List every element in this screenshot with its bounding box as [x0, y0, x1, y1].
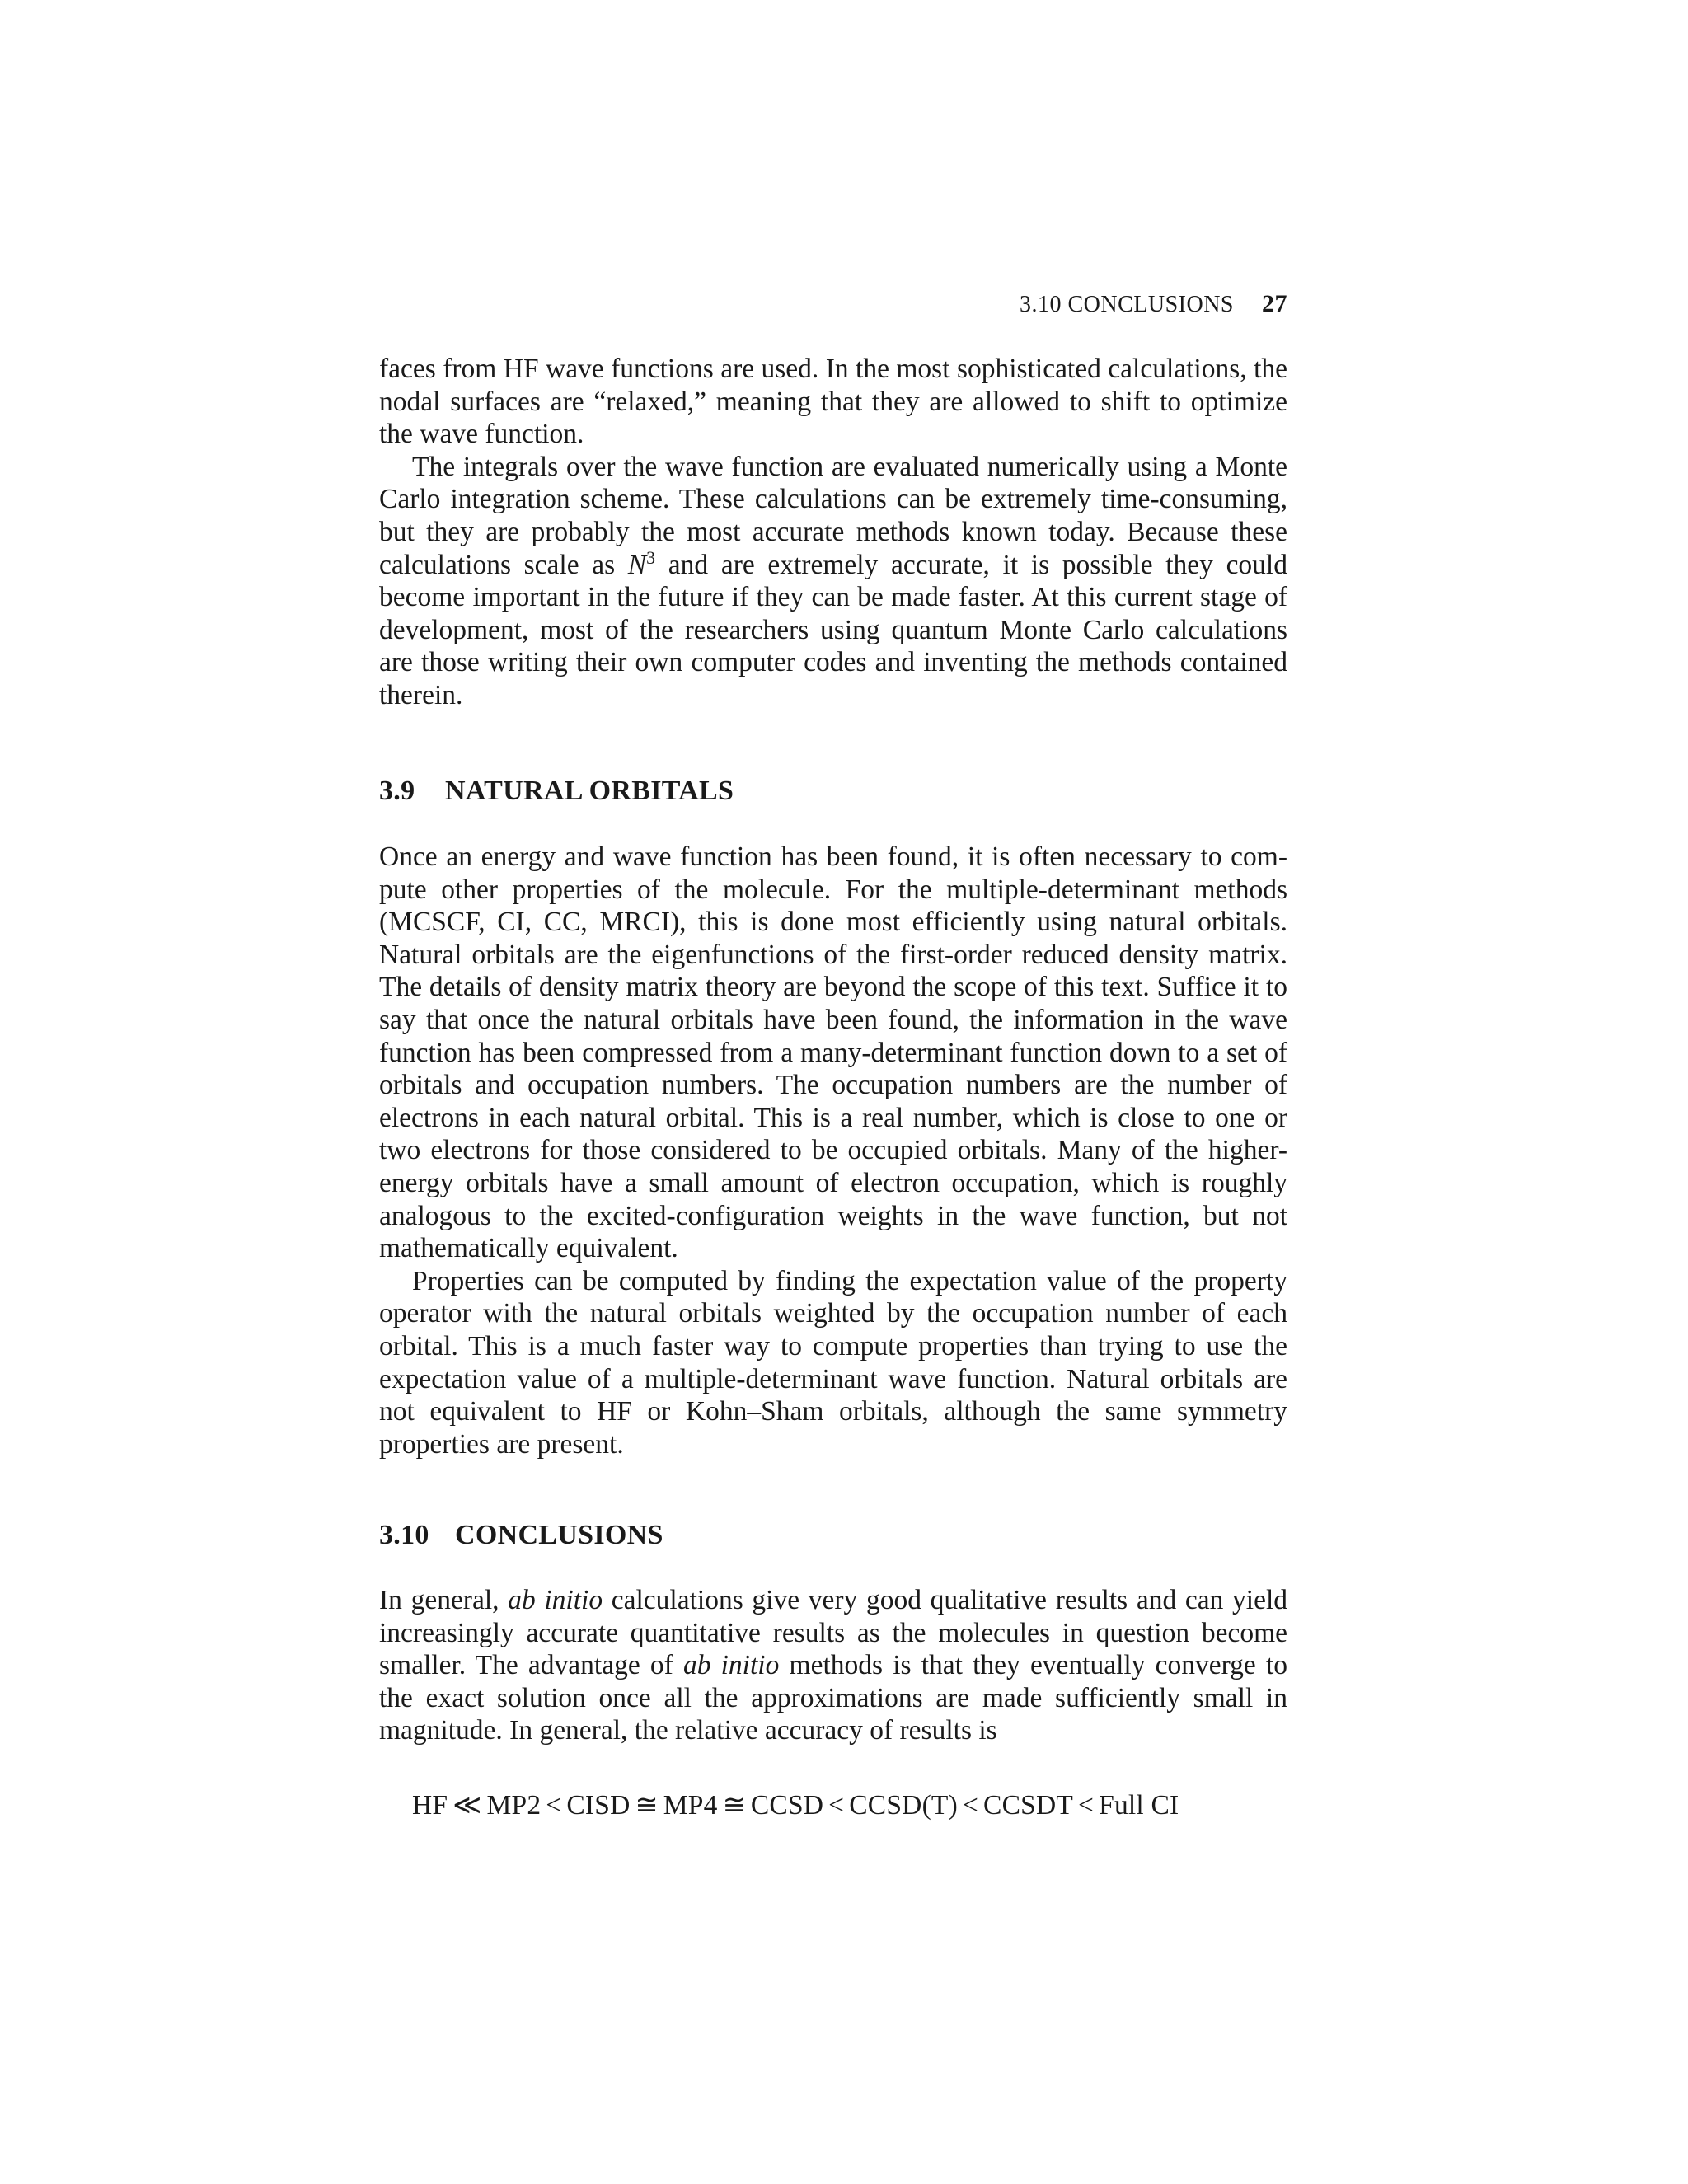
section-3-9 — [379, 775, 1287, 808]
eq-term: CCSD — [750, 1790, 824, 1821]
eq-term: HF — [412, 1790, 448, 1821]
running-head-title: 3.10 CONCLUSIONS — [1019, 292, 1234, 317]
eq-operator: < — [546, 1790, 562, 1821]
eq-term: MP4 — [663, 1790, 718, 1821]
section-heading — [379, 775, 1287, 808]
eq-operator: ≅ — [635, 1790, 659, 1821]
paragraph: Properties can be computed by finding the expectation value of the property operator with the natural orbitals weighted by the occupation number of each orbital. This is a much faster way to compute properties than trying to use the expectation value of a multiple-determinant wave function. Natural orbitals are not equivalent to HF or Kohn–Sham orbitals, although the same symmetry properties are present. — [379, 1265, 1287, 1460]
paragraph-conclusions: In general, ab initio calculations give very good qualitative results and can yield increasingly accurate quantitative results as the molecules in question become smaller. The advantage of ab initio methods is that they eventually converge to the exact solution once all the approximations are made sufficiently small in magnitude. In general, the relative accuracy of results is — [379, 1585, 1288, 1746]
paragraph: faces from HF wave functions are used. In the most sophisticated calculations, the nodal surfaces are “relaxed,” meaning that they are allowed to shift to optimize the wave function. — [379, 354, 1287, 450]
eq-term: CCSD(T) — [849, 1790, 958, 1821]
variable-n: N — [627, 549, 647, 580]
section-title: CONCLUSIONS — [455, 1520, 663, 1550]
section-heading — [379, 1519, 1287, 1552]
section-3-10-body — [379, 1584, 1287, 1747]
eq-operator: ≪ — [452, 1790, 482, 1821]
eq-operator: < — [1078, 1790, 1095, 1821]
eq-operator: < — [828, 1790, 845, 1821]
eq-operator: ≅ — [722, 1790, 746, 1821]
eq-term: MP2 — [486, 1790, 542, 1821]
eq-operator: < — [962, 1790, 979, 1821]
eq-term: CISD — [566, 1790, 631, 1821]
running-head — [973, 290, 1287, 318]
section-number: 3.9 — [379, 776, 415, 806]
section-3-9-body — [379, 841, 1287, 1460]
section-3-10 — [379, 1519, 1287, 1552]
section-number: 3.10 — [379, 1520, 429, 1550]
eq-term: CCSDT — [983, 1790, 1074, 1821]
accuracy-equation — [412, 1788, 1179, 1821]
eq-term: Full CI — [1099, 1790, 1179, 1821]
page-number: 27 — [1262, 290, 1287, 317]
exponent: 3 — [646, 546, 656, 568]
section-title: NATURAL ORBITALS — [445, 776, 734, 806]
intro-block — [379, 353, 1287, 712]
paragraph-monte-carlo: The integrals over the wave function are evaluated numerically using a Monte Carlo integration scheme. These calculations can be extremely time-consuming, but they are probably the most accurate methods known today. Because these calculations scale as $N^3$ and are extremely accurate, it is possible they could become important in the future if they can be made faster. At this current stage of development, most of the researchers using quantum Monte Carlo calculations are those writing their own computer codes and inventing the methods contained therein. — [379, 451, 1287, 710]
paragraph: Once an energy and wave function has been found, it is often necessary to compute other properties of the molecule. For the multiple-determinant methods (MCSCF, CI, CC, MRCI), this is done most efficiently using natural orbitals. Natural orbitals are the eigenfunctions of the first-order reduced density matrix. The details of density matrix theory are beyond the scope of this text. Suffice it to say that once the natural orbitals have been found, the information in the wave function has been compressed from a many-determinant function down to a set of orbitals and occupation numbers. The occupation numbers are the number of electrons in each natural orbital. This is a real number, which is close to one or two electrons for those considered to be occupied orbitals. Many of the higher-energy orbitals have a small amount of electron occupation, which is roughly analogous to the excited-configuration weights in the wave function, but not mathematically equivalent. — [379, 841, 1287, 1264]
